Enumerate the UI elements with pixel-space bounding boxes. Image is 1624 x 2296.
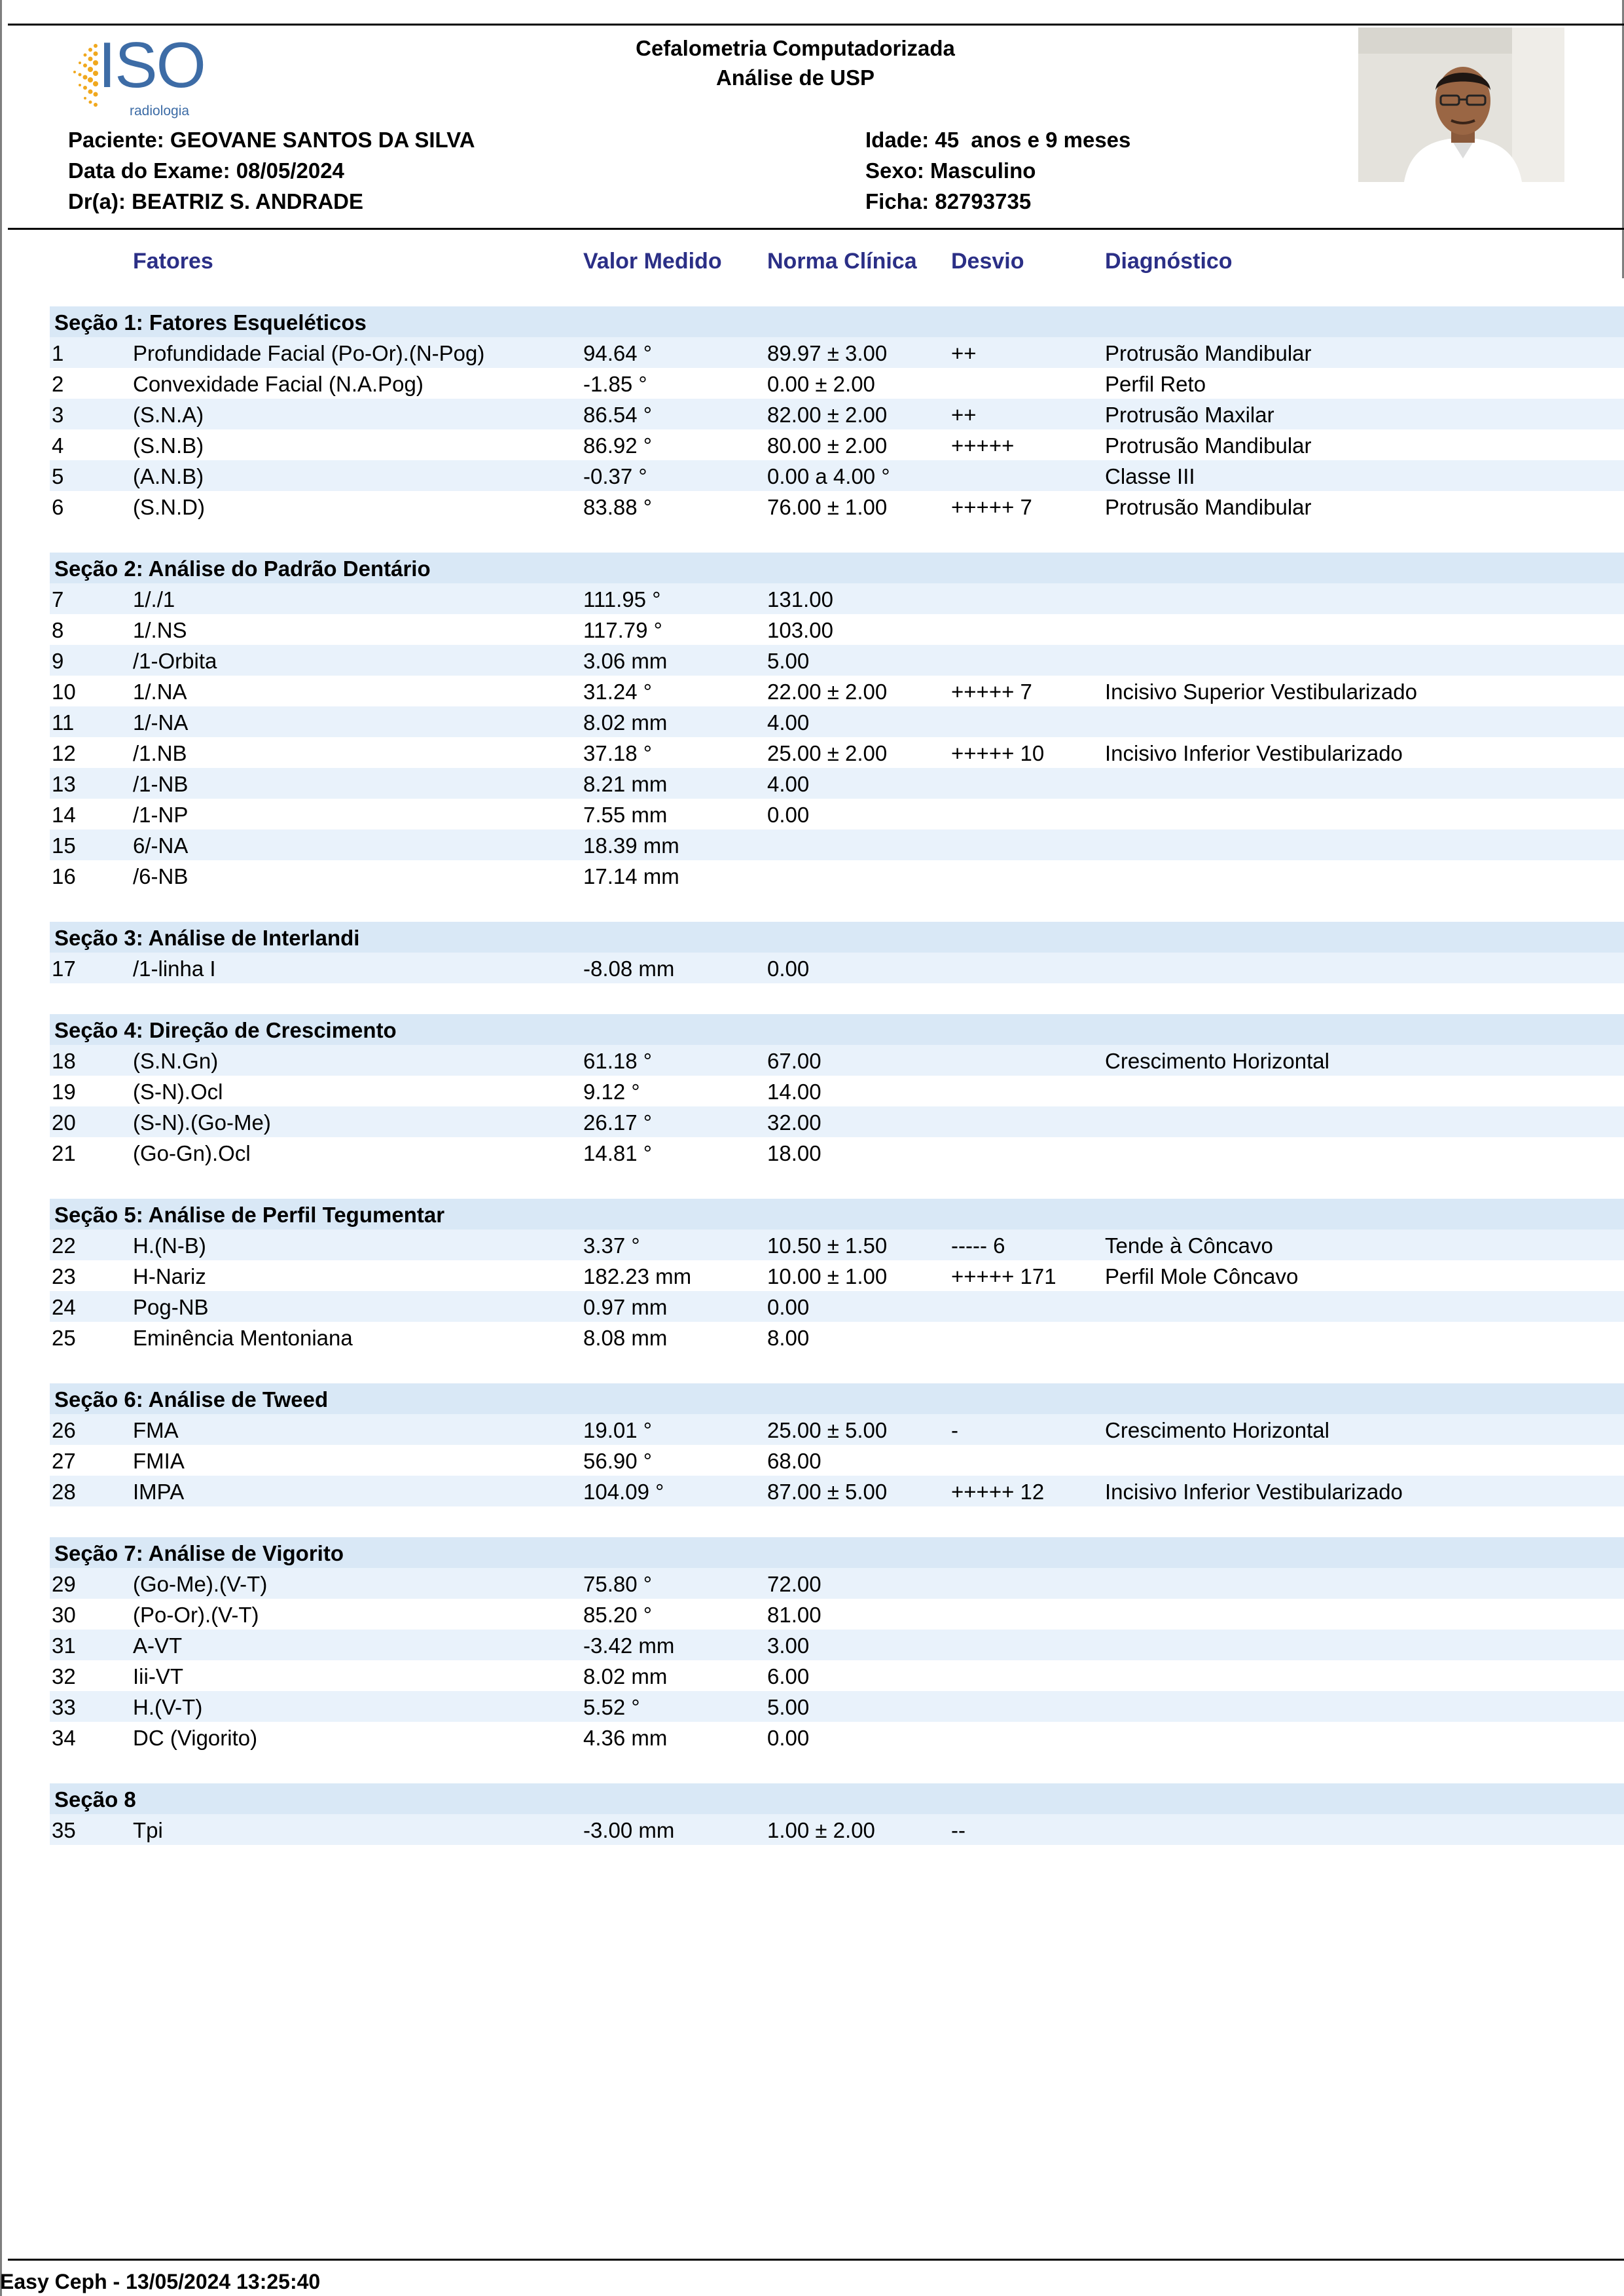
section-header [50, 1199, 1624, 1230]
factor-name: 1/-NA [133, 710, 189, 735]
clinical-norm: 18.00 [767, 1141, 821, 1165]
row-number: 23 [52, 1264, 76, 1288]
table-row [50, 1691, 1624, 1722]
factor-name: (Po-Or).(V-T) [133, 1603, 259, 1627]
row-number: 22 [52, 1233, 76, 1258]
section-title: Seção 2: Análise do Padrão Dentário [54, 556, 431, 581]
table-row [50, 768, 1624, 799]
measured-value: -1.85 ° [583, 372, 647, 396]
deviation: +++++ 10 [951, 741, 1045, 765]
deviation: +++++ 7 [951, 680, 1032, 704]
section-spacer [50, 1506, 1624, 1537]
row-number: 1 [52, 341, 64, 365]
section-header [50, 306, 1624, 337]
deviation: ----- 6 [951, 1233, 1005, 1258]
clinical-norm: 89.97 ± 3.00 [767, 341, 888, 365]
clinical-norm: 82.00 ± 2.00 [767, 403, 888, 427]
section-title: Seção 8 [54, 1787, 136, 1812]
logo-text: ISO [98, 29, 205, 101]
diagnosis: Protrusão Mandibular [1105, 341, 1312, 365]
row-number: 11 [52, 710, 75, 735]
clinical-norm: 10.00 ± 1.00 [767, 1264, 888, 1288]
row-number: 10 [52, 680, 76, 704]
clinical-norm: 4.00 [767, 710, 810, 735]
record-number: Ficha: 82793735 [865, 189, 1032, 213]
measured-value: 17.14 mm [583, 864, 679, 888]
patient-name: Paciente: GEOVANE SANTOS DA SILVA [68, 128, 475, 152]
section-spacer [50, 1353, 1624, 1383]
deviation: +++++ 7 [951, 495, 1032, 519]
table-row [50, 1568, 1624, 1599]
row-number: 30 [52, 1603, 76, 1627]
table-row [50, 860, 1624, 891]
row-number: 35 [52, 1818, 76, 1842]
table-row [50, 706, 1624, 737]
table-row [50, 1045, 1624, 1076]
factor-name: (S-N).Ocl [133, 1080, 223, 1104]
table-row [50, 583, 1624, 614]
row-number: 34 [52, 1726, 76, 1750]
deviation: +++++ [951, 433, 1015, 458]
measured-value: 8.08 mm [583, 1326, 668, 1350]
table-row [50, 1322, 1624, 1353]
section-spacer [50, 1168, 1624, 1199]
doctor-name: Dr(a): BEATRIZ S. ANDRADE [68, 189, 363, 213]
clinical-norm: 0.00 a 4.00 ° [767, 464, 890, 488]
clinical-norm: 14.00 [767, 1080, 821, 1104]
row-number: 33 [52, 1695, 76, 1719]
measured-value: 8.02 mm [583, 710, 668, 735]
patient-sex: Sexo: Masculino [865, 158, 1036, 183]
measured-value: 5.52 ° [583, 1695, 640, 1719]
measured-value: 104.09 ° [583, 1480, 664, 1504]
measured-value: 86.54 ° [583, 403, 652, 427]
footer-rule [8, 2259, 1624, 2261]
diagnosis: Incisivo Superior Vestibularizado [1105, 680, 1417, 704]
factor-name: /1-NB [133, 772, 189, 796]
table-row [50, 737, 1624, 768]
iso-radiologia-logo [65, 29, 209, 123]
row-number: 3 [52, 403, 64, 427]
table-row [50, 799, 1624, 829]
measured-value: 117.79 ° [583, 618, 662, 642]
clinical-norm: 6.00 [767, 1664, 810, 1688]
row-number: 32 [52, 1664, 76, 1688]
column-header-factors: Fatores [133, 249, 213, 274]
measured-value: 56.90 ° [583, 1449, 652, 1473]
table-row [50, 1260, 1624, 1291]
factor-name: 1/./1 [133, 587, 175, 611]
clinical-norm: 0.00 [767, 803, 810, 827]
measured-value: 3.37 ° [583, 1233, 640, 1258]
clinical-norm: 131.00 [767, 587, 833, 611]
factor-name: Convexidade Facial (N.A.Pog) [133, 372, 424, 396]
table-row [50, 1076, 1624, 1106]
row-number: 21 [52, 1141, 76, 1165]
measured-value: -3.00 mm [583, 1818, 675, 1842]
factor-name: (Go-Me).(V-T) [133, 1572, 268, 1596]
measured-value: -8.08 mm [583, 957, 675, 981]
row-number: 16 [52, 864, 76, 888]
factor-name: (A.N.B) [133, 464, 204, 488]
column-header-norm: Norma Clínica [767, 249, 917, 274]
table-row [50, 1445, 1624, 1476]
clinical-norm: 0.00 [767, 1295, 810, 1319]
factor-name: DC (Vigorito) [133, 1726, 258, 1750]
factor-name: H.(N-B) [133, 1233, 206, 1258]
clinical-norm: 5.00 [767, 649, 810, 673]
clinical-norm: 0.00 [767, 957, 810, 981]
measured-value: -0.37 ° [583, 464, 647, 488]
report-subtitle: Análise de USP [715, 65, 875, 90]
diagnosis: Tende à Côncavo [1105, 1233, 1273, 1258]
factor-name: Iii-VT [133, 1664, 183, 1688]
diagnosis: Crescimento Horizontal [1105, 1049, 1329, 1073]
table-row [50, 460, 1624, 491]
clinical-norm: 0.00 [767, 1726, 810, 1750]
section-title: Seção 1: Fatores Esqueléticos [54, 310, 367, 335]
page-border-left [0, 0, 2, 2296]
factor-name: FMIA [133, 1449, 185, 1473]
measured-value: 83.88 ° [583, 495, 652, 519]
row-number: 14 [52, 803, 76, 827]
measured-value: 75.80 ° [583, 1572, 652, 1596]
measured-value: 7.55 mm [583, 803, 668, 827]
measured-value: 14.81 ° [583, 1141, 652, 1165]
section-header [50, 1014, 1624, 1045]
clinical-norm: 103.00 [767, 618, 833, 642]
diagnosis: Crescimento Horizontal [1105, 1418, 1329, 1442]
section-title: Seção 7: Análise de Vigorito [54, 1541, 344, 1565]
table-row [50, 491, 1624, 522]
table-row [50, 614, 1624, 645]
factor-name: Pog-NB [133, 1295, 209, 1319]
factor-name: (S.N.Gn) [133, 1049, 219, 1073]
row-number: 9 [52, 649, 64, 673]
measured-value: 18.39 mm [583, 833, 679, 858]
row-number: 8 [52, 618, 64, 642]
clinical-norm: 87.00 ± 5.00 [767, 1480, 888, 1504]
patient-photo [1358, 27, 1564, 182]
table-row [50, 1291, 1624, 1322]
diagnosis: Protrusão Mandibular [1105, 433, 1312, 458]
clinical-norm: 76.00 ± 1.00 [767, 495, 888, 519]
clinical-norm: 25.00 ± 5.00 [767, 1418, 888, 1442]
measured-value: 182.23 mm [583, 1264, 692, 1288]
clinical-norm: 8.00 [767, 1326, 810, 1350]
table-row [50, 1630, 1624, 1660]
row-number: 5 [52, 464, 64, 488]
table-row [50, 337, 1624, 368]
logo-subtext: radiologia [130, 103, 190, 118]
measured-value: 19.01 ° [583, 1418, 652, 1442]
table-row [50, 399, 1624, 429]
deviation: -- [951, 1818, 965, 1842]
diagnosis: Protrusão Maxilar [1105, 403, 1274, 427]
table-row [50, 1599, 1624, 1630]
row-number: 20 [52, 1110, 76, 1135]
factor-name: Eminência Mentoniana [133, 1326, 353, 1350]
section-title: Seção 3: Análise de Interlandi [54, 926, 360, 950]
section-spacer [50, 983, 1624, 1014]
measured-value: 26.17 ° [583, 1110, 652, 1135]
clinical-norm: 3.00 [767, 1633, 810, 1658]
factor-name: (S.N.B) [133, 433, 204, 458]
column-header-measured: Valor Medido [583, 249, 722, 274]
factor-name: 1/.NS [133, 618, 187, 642]
measured-value: 86.92 ° [583, 433, 652, 458]
clinical-norm: 4.00 [767, 772, 810, 796]
factor-name: 6/-NA [133, 833, 189, 858]
row-number: 18 [52, 1049, 76, 1073]
table-row [50, 829, 1624, 860]
row-number: 24 [52, 1295, 76, 1319]
row-number: 7 [52, 587, 64, 611]
row-number: 31 [52, 1633, 76, 1658]
measured-value: 9.12 ° [583, 1080, 640, 1104]
table-row [50, 1660, 1624, 1691]
factor-name: FMA [133, 1418, 179, 1442]
factor-name: (Go-Gn).Ocl [133, 1141, 251, 1165]
deviation: ++ [951, 341, 977, 365]
clinical-norm: 1.00 ± 2.00 [767, 1818, 875, 1842]
clinical-norm: 25.00 ± 2.00 [767, 741, 888, 765]
diagnosis: Perfil Mole Côncavo [1105, 1264, 1299, 1288]
factor-name: H-Nariz [133, 1264, 206, 1288]
table-row [50, 676, 1624, 706]
section-header [50, 1537, 1624, 1568]
table-row [50, 1230, 1624, 1260]
section-title: Seção 4: Direção de Crescimento [54, 1018, 397, 1042]
cephalometric-table [50, 306, 1624, 1845]
section-header [50, 1783, 1624, 1814]
measured-value: -3.42 mm [583, 1633, 675, 1658]
clinical-norm: 68.00 [767, 1449, 821, 1473]
row-number: 27 [52, 1449, 76, 1473]
clinical-norm: 32.00 [767, 1110, 821, 1135]
factor-name: /1-NP [133, 803, 189, 827]
table-row [50, 1814, 1624, 1845]
table-row [50, 429, 1624, 460]
clinical-norm: 5.00 [767, 1695, 810, 1719]
diagnosis: Perfil Reto [1105, 372, 1206, 396]
measured-value: 31.24 ° [583, 680, 652, 704]
section-header [50, 1383, 1624, 1414]
row-number: 4 [52, 433, 64, 458]
table-row [50, 368, 1624, 399]
factor-name: (S.N.D) [133, 495, 205, 519]
row-number: 13 [52, 772, 76, 796]
clinical-norm: 22.00 ± 2.00 [767, 680, 888, 704]
factor-name: A-VT [133, 1633, 183, 1658]
row-number: 26 [52, 1418, 76, 1442]
table-row [50, 1476, 1624, 1506]
clinical-norm: 81.00 [767, 1603, 821, 1627]
header-rule [8, 228, 1624, 230]
top-rule [8, 24, 1624, 26]
factor-name: Profundidade Facial (Po-Or).(N-Pog) [133, 341, 485, 365]
measured-value: 3.06 mm [583, 649, 668, 673]
factor-name: /1.NB [133, 741, 187, 765]
measured-value: 85.20 ° [583, 1603, 652, 1627]
measured-value: 0.97 mm [583, 1295, 668, 1319]
table-row [50, 953, 1624, 983]
column-header-diagnosis: Diagnóstico [1105, 249, 1233, 274]
section-title: Seção 6: Análise de Tweed [54, 1387, 329, 1412]
diagnosis: Incisivo Inferior Vestibularizado [1105, 741, 1403, 765]
factor-name: (S.N.A) [133, 403, 204, 427]
section-header [50, 922, 1624, 953]
measured-value: 111.95 ° [583, 587, 661, 611]
clinical-norm: 10.50 ± 1.50 [767, 1233, 888, 1258]
measured-value: 37.18 ° [583, 741, 652, 765]
factor-name: IMPA [133, 1480, 185, 1504]
factor-name: /6-NB [133, 864, 189, 888]
table-row [50, 1106, 1624, 1137]
row-number: 15 [52, 833, 76, 858]
row-number: 25 [52, 1326, 76, 1350]
row-number: 6 [52, 495, 64, 519]
factor-name: H.(V-T) [133, 1695, 203, 1719]
measured-value: 94.64 ° [583, 341, 652, 365]
section-spacer [50, 891, 1624, 922]
report-title: Cefalometria Computadorizada [636, 36, 955, 60]
diagnosis: Protrusão Mandibular [1105, 495, 1312, 519]
measured-value: 4.36 mm [583, 1726, 668, 1750]
section-spacer [50, 1753, 1624, 1783]
measured-value: 8.02 mm [583, 1664, 668, 1688]
row-number: 19 [52, 1080, 76, 1104]
patient-age: Idade: 45 anos e 9 meses [865, 128, 1131, 152]
measured-value: 61.18 ° [583, 1049, 652, 1073]
row-number: 28 [52, 1480, 76, 1504]
diagnosis: Incisivo Inferior Vestibularizado [1105, 1480, 1403, 1504]
column-header-deviation: Desvio [951, 249, 1024, 274]
table-row [50, 1137, 1624, 1168]
factor-name: (S-N).(Go-Me) [133, 1110, 271, 1135]
factor-name: /1-Orbita [133, 649, 217, 673]
diagnosis: Classe III [1105, 464, 1195, 488]
factor-name: 1/.NA [133, 680, 187, 704]
section-spacer [50, 522, 1624, 553]
clinical-norm: 80.00 ± 2.00 [767, 433, 888, 458]
deviation: +++++ 171 [951, 1264, 1056, 1288]
table-row [50, 645, 1624, 676]
factor-name: /1-linha I [133, 957, 216, 981]
clinical-norm: 0.00 ± 2.00 [767, 372, 875, 396]
row-number: 12 [52, 741, 76, 765]
row-number: 29 [52, 1572, 76, 1596]
clinical-norm: 67.00 [767, 1049, 821, 1073]
deviation: +++++ 12 [951, 1480, 1045, 1504]
table-row [50, 1722, 1624, 1753]
row-number: 17 [52, 957, 76, 981]
table-row [50, 1414, 1624, 1445]
clinical-norm: 72.00 [767, 1572, 821, 1596]
factor-name: Tpi [133, 1818, 163, 1842]
row-number: 2 [52, 372, 64, 396]
section-title: Seção 5: Análise de Perfil Tegumentar [54, 1203, 445, 1227]
section-header [50, 553, 1624, 583]
footer-timestamp: Easy Ceph - 13/05/2024 13:25:40 [0, 2270, 321, 2293]
deviation: ++ [951, 403, 977, 427]
deviation: - [951, 1418, 958, 1442]
exam-date: Data do Exame: 08/05/2024 [68, 158, 344, 183]
measured-value: 8.21 mm [583, 772, 668, 796]
